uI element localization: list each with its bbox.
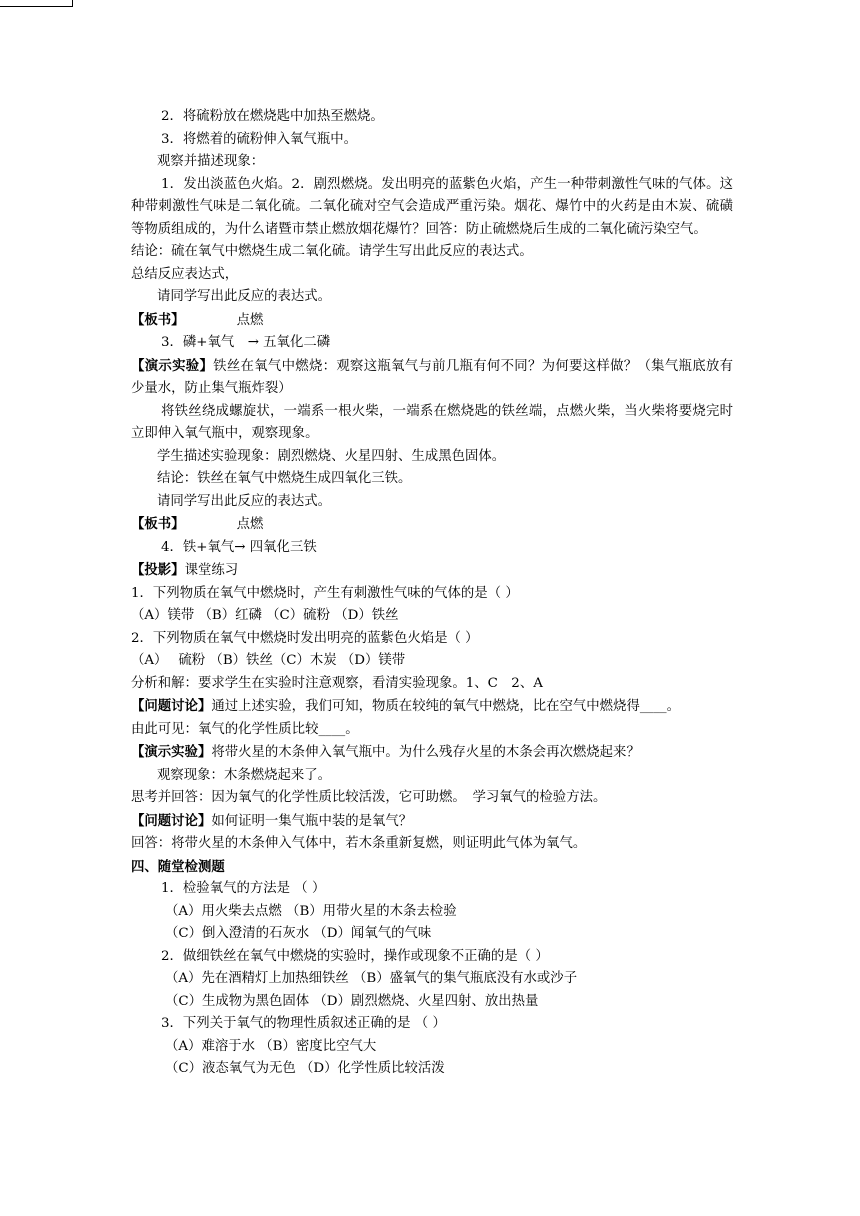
blackboard-tag: 【板书】	[131, 311, 185, 328]
answer-line: 分析和解：要求学生在实验时注意观察，看清实验现象。1、C 2、A	[131, 675, 543, 691]
inference-line: 由此可见：氧气的化学性质比较____。	[131, 721, 359, 737]
observation-heading: 观察并描述现象：	[157, 154, 265, 169]
options-line: （A） 硫粉 （B）铁丝（C）木炭 （D）镁带	[131, 653, 406, 668]
projection-line	[131, 559, 733, 583]
options-line: （A）难溶于水 （B）密度比空气大	[165, 1038, 377, 1054]
discussion-line	[131, 695, 733, 719]
discussion-tag: 【问题讨论】	[131, 698, 212, 714]
step-line: 3．将燃着的硫粉伸入氧气瓶中。	[161, 131, 357, 147]
demo-experiment-line	[131, 741, 733, 765]
question-line: 1．检验氧气的方法是 （ ）	[161, 881, 326, 896]
options-line: （C）倒入澄清的石灰水 （D）闻氧气的气味	[165, 926, 432, 941]
projection-text: 课堂练习	[184, 563, 239, 578]
discussion-text: 通过上述实验，我们可知，物质在较纯的氧气中燃烧，比在空气中燃烧得____。	[211, 699, 681, 714]
projection-tag: 【投影】	[131, 562, 185, 578]
instruction-line: 请同学写出此反应的表达式。	[157, 493, 332, 509]
condition-label: 点燃	[236, 517, 264, 532]
demo-text: 铁丝在氧气中燃烧：观察这瓶氧气与前几瓶有何不同？为何要这样做？（集气瓶底放有少量水，防止集气瓶炸裂）	[131, 358, 734, 396]
discussion-text: 如何证明一集气瓶中装的是氧气？	[211, 813, 413, 829]
step-line: 2．将硫粉放在燃烧匙中加热至燃烧。	[161, 109, 384, 124]
question-line: 2．做细铁丝在氧气中燃烧的实验时，操作或现象不正确的是（ ）	[161, 948, 549, 964]
document-page	[131, 106, 733, 1081]
phenomenon-line: 学生描述实验现象：剧烈燃烧、火星四射、生成黑色固体。	[157, 448, 506, 464]
answer-line: 思考并回答：因为氧气的化学性质比较活泼，它可助燃。 学习氧气的检验方法。	[131, 790, 607, 805]
demo-text: 将带火星的木条伸入氧气瓶中。为什么残存火星的木条会再次燃烧起来？	[211, 745, 640, 760]
equation-line: 4．铁+氧气→ 四氧化三铁	[161, 539, 317, 555]
discussion-tag: 【问题讨论】	[131, 812, 212, 829]
condition-label: 点燃	[236, 312, 264, 328]
demo-experiment-paragraph	[131, 355, 733, 401]
demo-tag: 【演示实验】	[131, 357, 214, 374]
equation-line: 3．磷+氧气 → 五氧化二磷	[161, 335, 331, 350]
options-line: （A）镁带 （B）红磷 （C）硫粉 （D）铁丝	[131, 608, 399, 623]
observation-paragraph: 1．发出淡蓝色火焰。2．剧烈燃烧。发出明亮的蓝紫色火焰，产生一种带刺激性气味的气体。这种带刺激性气味是二氧化硫。二氧化硫对空气会造成严重污染。烟花、爆竹中的火药是由木炭、硫磺等物质组成的，为什么诸暨市禁止燃放烟花爆竹？回答：防止硫燃烧后生成的二氧化硫污染空气。	[131, 176, 733, 237]
discussion-line	[131, 810, 733, 834]
demo-tag: 【演示实验】	[131, 744, 212, 760]
options-line: （A）用火柴去点燃 （B）用带火星的木条去检验	[165, 903, 457, 919]
question-line: 2．下列物质在氧气中燃烧时发出明亮的蓝紫色火焰是（ ）	[131, 630, 479, 646]
instruction-line: 请同学写出此反应的表达式。	[157, 289, 332, 304]
phenomenon-line: 观察现象：木条燃烧起来了。	[157, 767, 332, 783]
question-line: 1．下列物质在氧气中燃烧时，产生有刺激性气味的气体的是（ ）	[131, 585, 519, 601]
options-line: （A）先在酒精灯上加热细铁丝 （B）盛氧气的集气瓶底没有水或沙子	[165, 971, 578, 986]
section-heading: 四、随堂检测题	[131, 858, 225, 875]
page-corner-mark	[0, 0, 73, 7]
blackboard-tag: 【板书】	[131, 516, 185, 532]
conclusion-line: 结论：硫在氧气中燃烧生成二氧化硫。请学生写出此反应的表达式。	[131, 244, 533, 259]
blackboard-line	[131, 513, 733, 537]
options-line: （C）液态氧气为无色 （D）化学性质比较活泼	[165, 1061, 445, 1076]
answer-line: 回答：将带火星的木条伸入气体中，若木条重新复燃，则证明此气体为氧气。	[131, 836, 587, 851]
summary-line: 总结反应表达式，	[131, 266, 239, 282]
blackboard-line	[131, 309, 733, 333]
question-line: 3．下列关于氧气的物理性质叙述正确的是 （ ）	[161, 1016, 446, 1031]
options-line: （C）生成物为黑色固体 （D）剧烈燃烧、火星四射、放出热量	[165, 993, 539, 1009]
procedure-paragraph: 将铁丝绕成螺旋状，一端系一根火柴，一端系在燃烧匙的铁丝端，点燃火柴，当火柴将要烧完时立即伸入氧气瓶中，观察现象。	[131, 403, 733, 441]
conclusion-line: 结论：铁丝在氧气中燃烧生成四氧化三铁。	[157, 471, 412, 486]
